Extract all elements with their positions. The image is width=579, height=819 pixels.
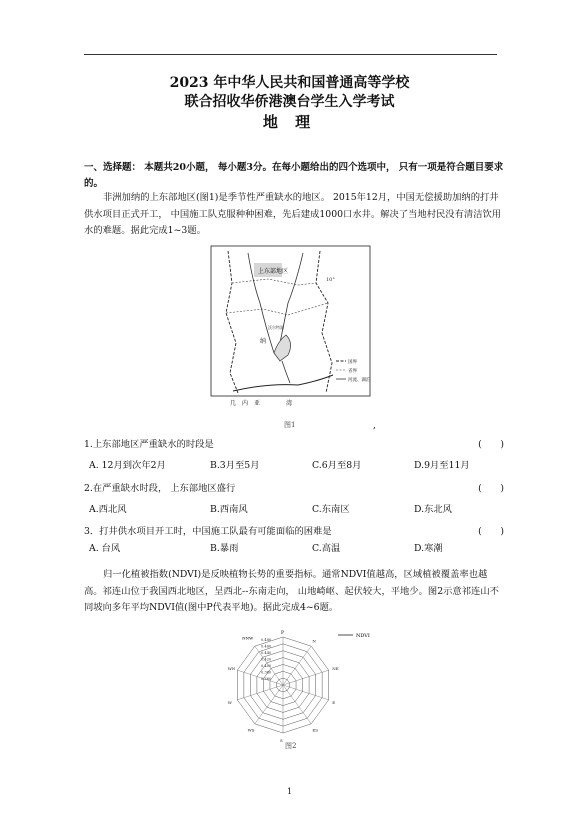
figure2-radar-chart [198, 625, 388, 745]
map-lake-label: 沃尔特湖 [268, 325, 284, 330]
q3-option-c[interactable]: C.高温 [312, 543, 341, 554]
figure1-caption: 图1 [284, 421, 296, 429]
radar-legend-label: NDVI [356, 633, 370, 639]
radar-scale-label: 0.360 [261, 677, 272, 681]
question-2-answer-blank: ( ) [478, 483, 504, 494]
map-sea-label-4: 湾 [286, 400, 293, 407]
q1-option-d[interactable]: D.9月至11月 [414, 460, 470, 471]
q2-option-a[interactable]: A.西北风 [89, 504, 127, 515]
q1-option-b[interactable]: B.3月至5月 [210, 460, 260, 471]
radar-scale-label: 0.460 [261, 644, 272, 649]
q3-option-a[interactable]: A. 台风 [89, 543, 121, 554]
map-sea-label-3: 亚 [254, 400, 261, 407]
q1-option-a[interactable]: A. 12月到次年2月 [89, 460, 166, 471]
question-3 [84, 525, 504, 539]
radar-direction-label: WN [227, 666, 236, 672]
radar-direction-label: ES [312, 727, 319, 733]
radar-direction-label: S [280, 738, 283, 743]
page-number: 1 [286, 787, 293, 796]
radar-direction-label: N [312, 638, 316, 644]
legend-river: 河流、湖泊 [348, 378, 371, 383]
figure2-caption: 图2 [285, 742, 297, 750]
section-heading: 一、选择题： 本题共20小题， 每小题3分。在每小题给出的四个选项中， 只有一项是符合题目要求的。 [84, 162, 504, 189]
q3-option-b[interactable]: B.暴雨 [210, 543, 239, 554]
radar-label-nnw: NNW [242, 635, 254, 641]
question-3-stem: 3．打井供水项目开工时，中国施工队最有可能面临的困难是 [84, 526, 332, 537]
stray-mark: , [373, 421, 376, 431]
passage-1: 非洲加纳的上东部地区(图1)是季节性严重缺水的地区。 2015年12月，中国无偿援助加纳的打井供水项目正式开工， 中国施工队克服种种困难，先后建成1000口水井。解决了当地村民没有清洁饮用水的难题。据此完成1~3题。 [84, 192, 502, 236]
question-1 [84, 438, 504, 452]
q1-option-c[interactable]: C.6月至8月 [312, 460, 362, 471]
header-rule [84, 54, 497, 55]
q2-option-c[interactable]: C.东南区 [312, 504, 350, 515]
radar-direction-label: W [227, 699, 232, 705]
legend-border: 国界 [348, 360, 357, 365]
q3-option-d[interactable]: D.寒潮 [414, 543, 443, 554]
radar-direction-label: NE [332, 666, 339, 672]
radar-label-p: P [281, 631, 285, 636]
q2-option-d[interactable]: D.东北风 [414, 504, 452, 515]
question-2-stem: 2.在严重缺水时段， 上东部地区盛行 [84, 483, 236, 494]
radar-scale-label: 0.480 [261, 638, 272, 642]
q2-option-b[interactable]: B.西南风 [210, 504, 248, 515]
figure1-map [208, 243, 373, 413]
passage-2: 归一化植被指数(NDVI)是反映植物长势的重要指标。通常NDVI值越高，区域植被覆盖率也越高。祁连山位于我国西北地区，呈西北--东南走向， 山地崎岖、起伏较大，平地少。图2示意祁连山不同坡向多年平均NDVI值(图中P代表平地)。据此完成4~6题。 [84, 569, 499, 613]
exam-subject: 地 理 [262, 113, 317, 131]
map-region-label: 上东部地区 [258, 268, 289, 275]
question-2 [84, 482, 504, 496]
radar-scale-label: 0.380 [261, 670, 272, 675]
question-1-stem: 1.上东部地区严重缺水的时段是 [84, 439, 214, 450]
exam-title-line1: 2023 年中华人民共和国普通高等学校 [169, 75, 410, 91]
map-country-label: 纳 [260, 338, 267, 345]
map-sea-label-2: 内 [242, 400, 249, 407]
exam-title-line2: 联合招收华侨港澳台学生入学考试 [184, 94, 395, 110]
radar-scale-label: 0.420 [261, 657, 272, 662]
radar-scale-label: 0.440 [261, 651, 272, 655]
question-3-answer-blank: ( ) [478, 526, 504, 537]
radar-scale-label: 0.400 [261, 664, 272, 668]
map-sea-label-1: 几 [230, 400, 237, 407]
radar-direction-label: E [332, 699, 336, 705]
legend-province: 省界 [348, 369, 357, 374]
question-1-answer-blank: ( ) [478, 439, 504, 450]
map-lat-label: 10° [326, 277, 335, 283]
radar-direction-label: WS [247, 727, 255, 733]
